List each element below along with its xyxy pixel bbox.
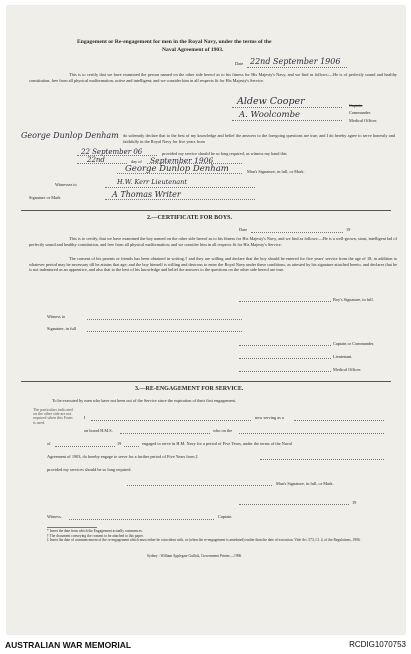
rating-line: [294, 420, 384, 421]
archive-footer: [0, 636, 411, 654]
provided-services-text: provided my services should be so long required.: [47, 467, 132, 472]
witness-2-signature: A Thomas Writer: [112, 190, 181, 199]
witnesses-label: Witnesses to: [55, 182, 77, 187]
engaged-text: engaged to serve in H.M. Navy for a period of Five Years, under the terms of the Naval: [142, 441, 292, 446]
section-divider-1: [21, 210, 391, 211]
man-signature-label: Man's Signature, in full, or Mark.: [247, 169, 305, 174]
re-captain-label: Captain.: [218, 514, 233, 519]
boys-lieutenant-line: [239, 358, 331, 359]
man-signature: George Dunlop Denham: [125, 164, 229, 174]
boys-medical-line: [239, 371, 331, 372]
now-serving-label: now serving as a: [255, 415, 284, 420]
footnote-1: * Insert the date from which the Engagement actually commences.: [47, 529, 143, 533]
engagement-subtitle: Naval Agreement of 1903.: [162, 47, 224, 53]
medical-officer-label: Medical Officer.: [349, 118, 378, 123]
month-handwritten: September 1906: [150, 156, 214, 165]
year-line: [124, 446, 139, 447]
boys-witness-line-1: [87, 319, 242, 320]
day-of-label: day of: [131, 159, 142, 164]
captain-signature: Aldew Cooper: [237, 96, 305, 107]
year-19-label: 19: [117, 441, 122, 446]
medical-officer-signature: A. Woolcombe: [239, 110, 301, 120]
boys-signature-label: Signature, in full: [47, 326, 76, 331]
witness-2-line: [105, 199, 255, 200]
footnote-3: ‡ Insert the date of commencement of the re-engagement which must either be coincident with, or (when the re-engagement is antedated) earlier than the date of execution. Vide Art. 573, Cl. 4, of the Regulations, 1906.: [47, 538, 361, 542]
agreement-text: Agreement of 1903, do hereby engage to serve for a further period of Five Years from ‡: [47, 454, 198, 459]
day-line: [77, 163, 127, 164]
re-witness-line: [69, 519, 214, 520]
witness-1-signature: H.W. Kerr Lieutenant: [117, 178, 187, 186]
declaration-text-2: provided my service should be so long required, as witness my hand this: [162, 151, 287, 156]
boys-date-year: 19: [346, 227, 351, 232]
who-on-line: [239, 433, 384, 434]
boys-captain-label: Captain or Commander.: [333, 341, 375, 346]
re-man-sig-line: [127, 485, 272, 486]
re-man-signature-label: Man's Signature, in full, or Mark.: [276, 481, 334, 486]
boys-date-label: Date: [239, 227, 248, 232]
bracket-i: I: [84, 415, 86, 420]
ship-line: [120, 433, 210, 434]
date-label: Date: [235, 61, 244, 66]
re-witness-label: Witness,: [47, 514, 62, 519]
boys-fitness-text: This is to certify, that we have examined the boy named on the other side hereof as to his fitness for His Majesty's Navy, and we find as follows:—He is a well-grown, stout, intelligent lad of perfectly sound and healthy constitution, and free from all physical malformation; and we consider him in all respects fit for His Majesty's Service.: [29, 236, 397, 247]
captain-sig-line: [232, 107, 342, 108]
engagement-title: Engagement or Re-engagement for men in the Royal Navy, under the terms of the: [77, 39, 272, 45]
re-name-line: [91, 420, 251, 421]
document-sheet: [7, 6, 405, 634]
who-on-label: who on the: [213, 428, 233, 433]
fitness-certificate-text: This is to certify that we have examined the person named on the other side hereof as to his fitness for His Majesty's Navy, and we find as follows:—He is of perfectly sound and healthy constitution, free from all physical malformation, active and intelligent; and we consider him in all respects fit for His Majesty's Service.: [29, 72, 397, 83]
boys-witness-label: Witness to: [47, 314, 66, 319]
re-engagement-intro: To be executed by men who have not been out of the Service since the expiration of their first engagement.: [52, 398, 236, 403]
service-from-date: 22 September 06: [81, 148, 143, 156]
captain-label: Captain: [349, 103, 363, 108]
boys-date-line: [251, 232, 343, 233]
certificate-for-boys-title: 2.—CERTIFICATE FOR BOYS.: [147, 215, 233, 221]
medical-sig-line: [232, 120, 342, 121]
re-engagement-title: 3.—RE-ENGAGEMENT FOR SERVICE.: [135, 386, 244, 392]
boys-captain-line: [239, 345, 331, 346]
boys-consent-text: The consent of his parents or friends has been obtained in writing,† and they are willing and declare that the boy should be entered for five years' service from the age of 18, in addition to whatever period may be necessary till he attains that age; and the boy himself is willing and desirous to enter the Royal Navy under these conditions, as attested by his signature attached hereto, and declares that he is not indentured as an apprentice, and also that to the best of his knowledge and belief the answers to the questions on the other side hereof are true.: [29, 256, 397, 273]
commander-label: Commander.: [349, 110, 372, 115]
footnote-rule: [47, 527, 97, 528]
footnote-2: † The document conveying the consent to be attached to this paper.: [47, 533, 144, 538]
on-board-label: on board H.M.S.: [84, 428, 113, 433]
archive-name: AUSTRALIAN WAR MEMORIAL: [5, 640, 132, 650]
date-line: [247, 67, 347, 68]
side-note: The particulars indicated on the other side are not required when this Form is used.: [33, 407, 73, 425]
re-date-year: 19: [352, 500, 357, 505]
boy-sig-line: [239, 301, 331, 302]
re-date-line: [239, 504, 349, 505]
boy-signature-label: Boy's Signature, in full.: [333, 297, 374, 302]
witness-1-line: [105, 187, 255, 188]
boys-lieutenant-label: Lieutenant.: [333, 354, 353, 359]
signature-or-mark-label: Signature or Mark: [29, 195, 61, 200]
further-period-line: [260, 459, 384, 460]
man-sig-line: [117, 173, 242, 174]
declaration-text-1: do solemnly declare that to the best of my knowledge and belief the answers to the foregoing questions are true, and I do hereby agree to serve honestly and faithfully in the Royal Navy for five years from: [123, 133, 395, 144]
of-label: of: [47, 441, 51, 446]
day-handwritten: 22nd: [87, 156, 105, 164]
archive-reference: RCDIG1070753: [349, 640, 406, 649]
boys-medical-label: Medical Officer.: [333, 367, 362, 372]
printer-imprint: Sydney : William Applegate Gullick, Government Printer.—1906.: [147, 554, 243, 558]
of-line: [55, 446, 115, 447]
declarant-name: George Dunlop Denham: [21, 131, 119, 140]
date-handwritten: 22nd September 1906: [250, 57, 341, 66]
section-divider-2: [21, 381, 391, 382]
boys-witness-line-2: [87, 331, 242, 332]
